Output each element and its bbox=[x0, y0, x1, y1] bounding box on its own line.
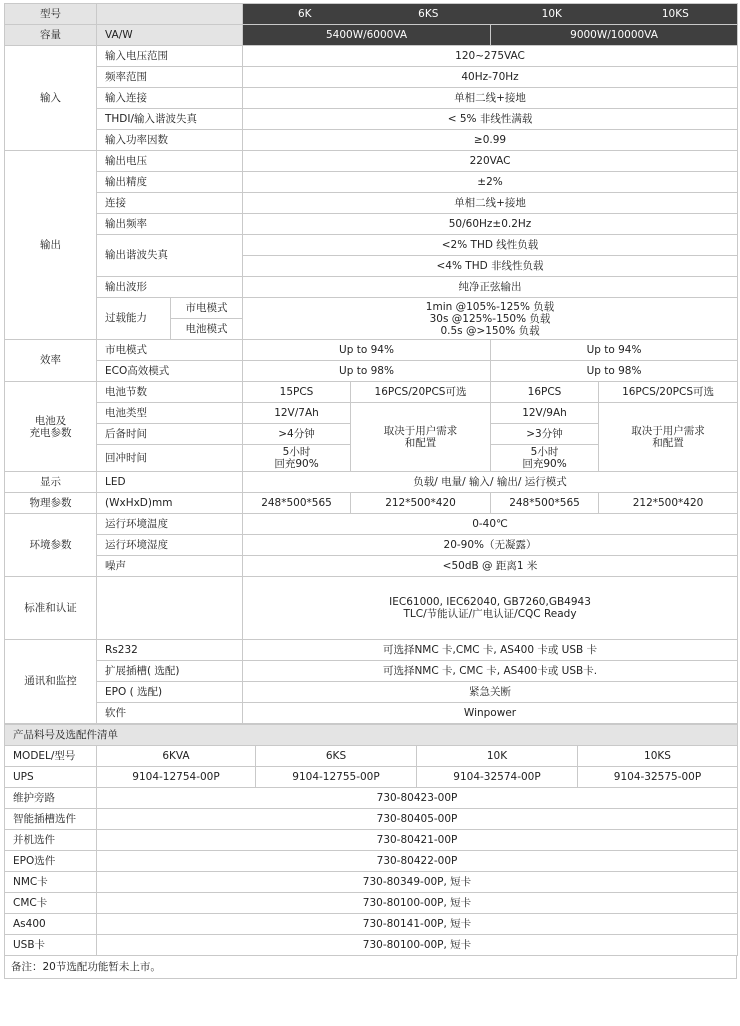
output-value: <4% THD 非线性负载 bbox=[243, 256, 738, 277]
output-value: 220VAC bbox=[243, 151, 738, 172]
input-row bbox=[5, 67, 738, 88]
input-value: ≥0.99 bbox=[243, 130, 738, 151]
capacity-label: 容量 bbox=[5, 25, 97, 46]
display-value: 负载/ 电量/ 输入/ 输出/ 运行模式 bbox=[243, 472, 738, 493]
physical-label: (WxHxD)mm bbox=[97, 493, 243, 514]
parts-ups-value: 9104-32575-00P bbox=[578, 767, 738, 788]
comm-value: 可选择NMC 卡, CMC 卡, AS400卡或 USB卡. bbox=[243, 661, 738, 682]
parts-model: 6KS bbox=[256, 746, 417, 767]
user-dep-line: 取决于用户需求 bbox=[631, 425, 705, 437]
output-value: ±2% bbox=[243, 172, 738, 193]
parts-option-row bbox=[5, 809, 738, 830]
battery-label: 回冲时间 bbox=[97, 445, 243, 472]
environment-value: 20-90%（无凝露） bbox=[243, 535, 738, 556]
environment-label: 运行环境温度 bbox=[97, 514, 243, 535]
recharge-line: 回充90% bbox=[522, 458, 567, 470]
battery-type-10k: 12V/9Ah bbox=[491, 403, 599, 424]
parts-option-row bbox=[5, 788, 738, 809]
input-value: 120~275VAC bbox=[243, 46, 738, 67]
battery-count-6k: 15PCS bbox=[243, 382, 351, 403]
efficiency-10k: Up to 94% bbox=[491, 340, 738, 361]
output-label: 输出波形 bbox=[97, 277, 243, 298]
battery-row bbox=[5, 382, 738, 403]
battery-type-6k: 12V/7Ah bbox=[243, 403, 351, 424]
battery-user-dep-6ks bbox=[351, 403, 491, 472]
output-label: 输出频率 bbox=[97, 214, 243, 235]
physical-6k: 248*500*565 bbox=[243, 493, 351, 514]
physical-6ks: 212*500*420 bbox=[351, 493, 491, 514]
environment-label: 运行环境湿度 bbox=[97, 535, 243, 556]
comm-row bbox=[5, 682, 738, 703]
display-label: LED bbox=[97, 472, 243, 493]
battery-recharge-10k bbox=[491, 445, 599, 472]
standards-group: 标准和认证 bbox=[5, 577, 97, 640]
input-label: 输入电压范围 bbox=[97, 46, 243, 67]
efficiency-label: 市电模式 bbox=[97, 340, 243, 361]
input-label: 输入功率因数 bbox=[97, 130, 243, 151]
battery-backup-6k: >4分钟 bbox=[243, 424, 351, 445]
output-row bbox=[5, 172, 738, 193]
user-dep-line: 和配置 bbox=[652, 437, 684, 449]
capacity-6k: 5400W/6000VA bbox=[243, 25, 491, 46]
parts-model-label: MODEL/型号 bbox=[5, 746, 97, 767]
capacity-unit: VA/W bbox=[97, 25, 243, 46]
comm-label: 软件 bbox=[97, 703, 243, 724]
efficiency-6k: Up to 94% bbox=[243, 340, 491, 361]
environment-value: 0-40℃ bbox=[243, 514, 738, 535]
output-label: 连接 bbox=[97, 193, 243, 214]
capacity-row bbox=[5, 25, 738, 46]
battery-row bbox=[5, 403, 738, 424]
output-value: <2% THD 线性负载 bbox=[243, 235, 738, 256]
environment-row bbox=[5, 514, 738, 535]
input-row bbox=[5, 88, 738, 109]
standards-line: TLC/节能认证/广电认证/CQC Ready bbox=[403, 608, 577, 620]
model-6ks: 6KS bbox=[418, 7, 439, 20]
parts-option-value: 730-80423-00P bbox=[97, 788, 738, 809]
battery-backup-10k: >3分钟 bbox=[491, 424, 599, 445]
model-6k: 6K bbox=[297, 7, 312, 20]
comm-row bbox=[5, 703, 738, 724]
output-row bbox=[5, 193, 738, 214]
parts-model: 10K bbox=[417, 746, 578, 767]
battery-label: 电池类型 bbox=[97, 403, 243, 424]
input-row bbox=[5, 46, 738, 67]
parts-ups-value: 9104-12755-00P bbox=[256, 767, 417, 788]
efficiency-group: 效率 bbox=[5, 340, 97, 382]
output-label: 输出谐波失真 bbox=[97, 235, 243, 277]
parts-option-label: USB卡 bbox=[5, 935, 97, 956]
parts-option-value: 730-80141-00P, 短卡 bbox=[97, 914, 738, 935]
output-row bbox=[5, 277, 738, 298]
display-group: 显示 bbox=[5, 472, 97, 493]
battery-count-10k: 16PCS bbox=[491, 382, 599, 403]
parts-option-value: 730-80100-00P, 短卡 bbox=[97, 935, 738, 956]
user-dep-line: 和配置 bbox=[404, 437, 437, 449]
parts-option-label: 维护旁路 bbox=[5, 788, 97, 809]
parts-ups-value: 9104-12754-00P bbox=[97, 767, 256, 788]
parts-option-value: 730-80349-00P, 短卡 bbox=[97, 872, 738, 893]
efficiency-10k: Up to 98% bbox=[491, 361, 738, 382]
parts-option-value: 730-80422-00P bbox=[97, 851, 738, 872]
comm-row bbox=[5, 640, 738, 661]
physical-group: 物理参数 bbox=[5, 493, 97, 514]
physical-10k: 248*500*565 bbox=[491, 493, 599, 514]
parts-ups-row bbox=[5, 767, 738, 788]
battery-count-10ks: 16PCS/20PCS可选 bbox=[599, 382, 738, 403]
parts-option-value: 730-80421-00P bbox=[97, 830, 738, 851]
standards-line: IEC61000, IEC62040, GB7260,GB4943 bbox=[389, 596, 591, 608]
parts-table bbox=[4, 724, 738, 956]
parts-option-label: 智能插槽选件 bbox=[5, 809, 97, 830]
environment-label: 噪声 bbox=[97, 556, 243, 577]
comm-value: 紧急关断 bbox=[243, 682, 738, 703]
model-label: 型号 bbox=[5, 4, 97, 25]
parts-option-label: CMC卡 bbox=[5, 893, 97, 914]
model-row bbox=[5, 4, 738, 25]
parts-model: 6KVA bbox=[97, 746, 256, 767]
capacity-10k: 9000W/10000VA bbox=[491, 25, 738, 46]
parts-ups-value: 9104-32574-00P bbox=[417, 767, 578, 788]
parts-section-title: 产品料号及选配件清单 bbox=[5, 725, 738, 746]
parts-option-row bbox=[5, 893, 738, 914]
battery-group-line: 充电参数 bbox=[29, 426, 72, 439]
battery-label: 后备时间 bbox=[97, 424, 243, 445]
output-label: 输出精度 bbox=[97, 172, 243, 193]
comm-label: 扩展插槽( 选配) bbox=[97, 661, 243, 682]
parts-option-label: 并机选件 bbox=[5, 830, 97, 851]
input-value: < 5% 非线性满载 bbox=[243, 109, 738, 130]
input-row bbox=[5, 130, 738, 151]
comm-label: EPO ( 选配) bbox=[97, 682, 243, 703]
input-label: 频率范围 bbox=[97, 67, 243, 88]
output-value: 纯净正弦输出 bbox=[243, 277, 738, 298]
overload-line: 30s @125%-150% 负载 bbox=[429, 312, 551, 325]
overload-label: 过载能力 bbox=[97, 298, 171, 340]
input-label: 输入连接 bbox=[97, 88, 243, 109]
comm-group: 通讯和监控 bbox=[5, 640, 97, 724]
efficiency-row bbox=[5, 340, 738, 361]
efficiency-6k: Up to 98% bbox=[243, 361, 491, 382]
comm-value: 可选择NMC 卡,CMC 卡, AS400 卡或 USB 卡 bbox=[243, 640, 738, 661]
efficiency-label: ECO高效模式 bbox=[97, 361, 243, 382]
efficiency-row bbox=[5, 361, 738, 382]
parts-model-row bbox=[5, 746, 738, 767]
battery-recharge-6k bbox=[243, 445, 351, 472]
environment-group: 环境参数 bbox=[5, 514, 97, 577]
parts-section-row bbox=[5, 725, 738, 746]
standards-row bbox=[5, 577, 738, 640]
model-names bbox=[243, 4, 738, 25]
model-10k: 10K bbox=[541, 7, 562, 20]
environment-value: <50dB @ 距离1 米 bbox=[243, 556, 738, 577]
overload-row bbox=[5, 298, 738, 313]
recharge-line: 5小时 bbox=[282, 446, 311, 458]
output-value: 单相二线+接地 bbox=[243, 193, 738, 214]
parts-model: 10KS bbox=[578, 746, 738, 767]
output-group: 输出 bbox=[5, 151, 97, 340]
physical-row bbox=[5, 493, 738, 514]
standards-blank bbox=[97, 577, 243, 640]
model-10ks: 10KS bbox=[661, 7, 689, 20]
spec-table bbox=[4, 3, 738, 724]
output-label: 输出电压 bbox=[97, 151, 243, 172]
spec-sheet bbox=[4, 3, 737, 979]
input-group: 输入 bbox=[5, 46, 97, 151]
recharge-line: 回充90% bbox=[274, 458, 319, 470]
parts-option-label: As400 bbox=[5, 914, 97, 935]
battery-count-6ks: 16PCS/20PCS可选 bbox=[351, 382, 491, 403]
parts-option-label: EPO选件 bbox=[5, 851, 97, 872]
comm-label: Rs232 bbox=[97, 640, 243, 661]
parts-note: 备注：20节选配功能暂未上市。 bbox=[4, 956, 737, 979]
overload-line: 0.5s @>150% 负载 bbox=[440, 324, 540, 337]
recharge-line: 5小时 bbox=[530, 446, 559, 458]
environment-row bbox=[5, 535, 738, 556]
standards-value bbox=[243, 577, 738, 640]
battery-group bbox=[5, 382, 97, 472]
output-row bbox=[5, 151, 738, 172]
battery-user-dep-10ks bbox=[599, 403, 738, 472]
display-row bbox=[5, 472, 738, 493]
parts-option-label: NMC卡 bbox=[5, 872, 97, 893]
overload-value bbox=[243, 298, 738, 340]
parts-option-row bbox=[5, 830, 738, 851]
parts-option-row bbox=[5, 914, 738, 935]
environment-row bbox=[5, 556, 738, 577]
parts-option-row bbox=[5, 935, 738, 956]
model-unit-blank bbox=[97, 4, 243, 25]
overload-sub-battery: 电池模式 bbox=[171, 319, 243, 340]
input-value: 单相二线+接地 bbox=[243, 88, 738, 109]
parts-option-value: 730-80100-00P, 短卡 bbox=[97, 893, 738, 914]
parts-ups-label: UPS bbox=[5, 767, 97, 788]
overload-sub-mains: 市电模式 bbox=[171, 298, 243, 319]
battery-label: 电池节数 bbox=[97, 382, 243, 403]
parts-option-value: 730-80405-00P bbox=[97, 809, 738, 830]
output-row bbox=[5, 214, 738, 235]
comm-row bbox=[5, 661, 738, 682]
parts-option-row bbox=[5, 851, 738, 872]
overload-line: 1min @105%-125% 负载 bbox=[425, 300, 555, 313]
battery-group-line: 电池及 bbox=[34, 414, 67, 427]
output-row bbox=[5, 235, 738, 256]
output-value: 50/60Hz±0.2Hz bbox=[243, 214, 738, 235]
input-label: THDI/输入谐波失真 bbox=[97, 109, 243, 130]
user-dep-line: 取决于用户需求 bbox=[383, 425, 458, 437]
comm-value: Winpower bbox=[243, 703, 738, 724]
parts-option-row bbox=[5, 872, 738, 893]
input-value: 40Hz-70Hz bbox=[243, 67, 738, 88]
input-row bbox=[5, 109, 738, 130]
physical-10ks: 212*500*420 bbox=[599, 493, 738, 514]
